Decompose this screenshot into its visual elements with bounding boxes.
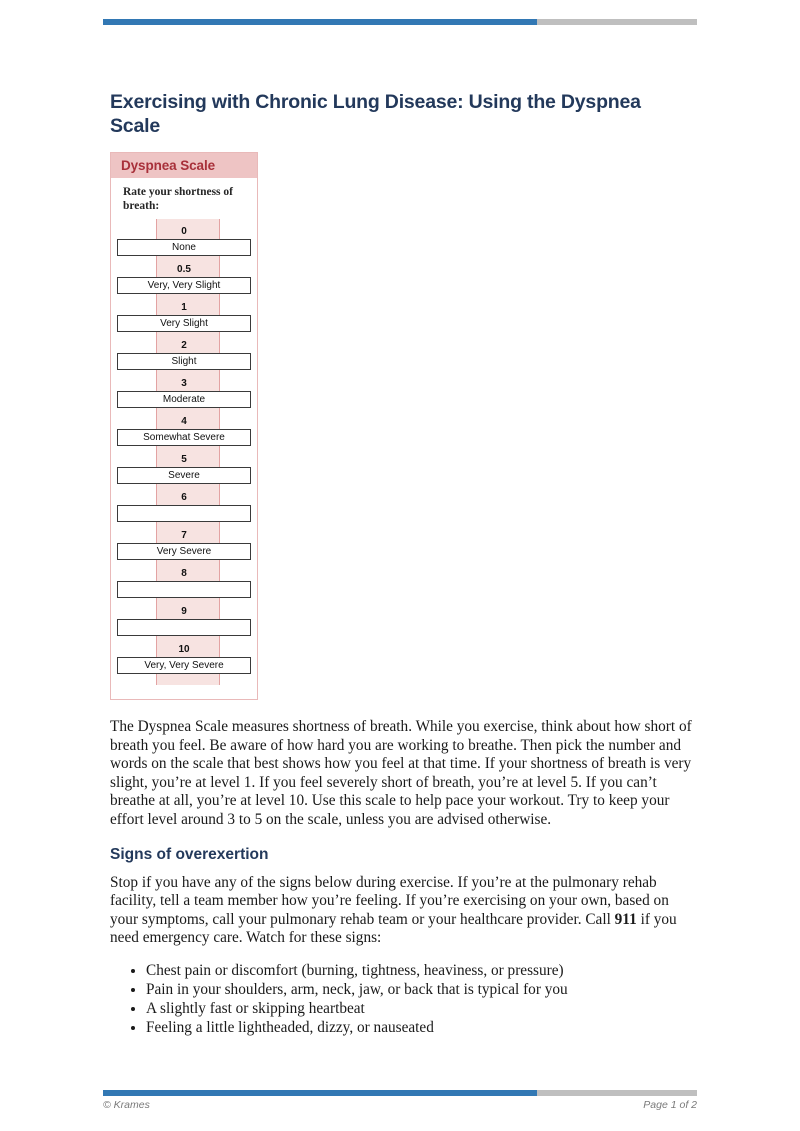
dyspnea-scale-level-box: Severe	[117, 467, 251, 484]
header-rule	[103, 19, 697, 25]
overexertion-sign-item: • Feeling a little lightheaded, dizzy, or nauseated	[146, 1019, 695, 1038]
dyspnea-scale-level-number: 4	[181, 416, 187, 427]
dyspnea-scale-row	[111, 415, 257, 453]
page-content	[110, 90, 695, 1038]
dyspnea-scale-row	[111, 301, 257, 339]
dyspnea-scale-level-number: 1	[181, 302, 187, 313]
dyspnea-scale-level-number: 9	[181, 606, 187, 617]
dyspnea-scale-level-box: Very Slight	[117, 315, 251, 332]
overexertion-sign-item: • Chest pain or discomfort (burning, tightness, heaviness, or pressure)	[146, 962, 695, 981]
dyspnea-scale-rows	[111, 225, 257, 681]
dyspnea-scale-level-number: 7	[181, 530, 187, 541]
overexertion-sign-item: • A slightly fast or skipping heartbeat	[146, 1000, 695, 1019]
dyspnea-scale-level-box: Very, Very Severe	[117, 657, 251, 674]
dyspnea-scale-level-box: Very Severe	[117, 543, 251, 560]
dyspnea-scale-row	[111, 643, 257, 681]
footer	[103, 1099, 697, 1111]
dyspnea-scale-row	[111, 339, 257, 377]
dyspnea-scale-heading: Dyspnea Scale	[111, 153, 257, 178]
footer-rule-grey-segment	[537, 1090, 697, 1096]
dyspnea-scale-row	[111, 567, 257, 605]
overexertion-text-part1: Stop if you have any of the signs below during exercise. If you’re at the pulmonary rehab facility, tell a team member how you’re feeling. If you’re exercising on your own, based on your symptoms, call your pulmonary rehab team or your healthcare provider. Call	[110, 873, 669, 928]
dyspnea-scale-prompt: Rate your shortness of breath:	[123, 186, 233, 212]
footer-rule	[103, 1090, 697, 1096]
dyspnea-scale-row	[111, 491, 257, 529]
dyspnea-scale-row	[111, 529, 257, 567]
footer-page-number: Page 1 of 2	[643, 1099, 697, 1111]
intro-paragraph: The Dyspnea Scale measures shortness of breath. While you exercise, think about how short of breath you feel. Be aware of how hard you are working to breathe. Then pick the number and words on the scale that best shows how you feel at that time. If your shortness of breath is very slight, you’re at level 1. If you feel severely short of breath, you’re at level 5. If you can’t breathe at all, you’re at level 10. Use this scale to help pace your workout. Try to keep your effort level around 3 to 5 on the scale, unless you are advised otherwise.	[110, 718, 692, 828]
dyspnea-scale-level-box: Very, Very Slight	[117, 277, 251, 294]
overexertion-paragraph	[110, 874, 695, 948]
dyspnea-scale-level-number: 3	[181, 378, 187, 389]
dyspnea-scale-level-number: 2	[181, 340, 187, 351]
header-rule-grey-segment	[537, 19, 697, 25]
dyspnea-scale-row	[111, 263, 257, 301]
dyspnea-scale-figure	[110, 152, 258, 700]
dyspnea-scale-level-box: Somewhat Severe	[117, 429, 251, 446]
page-title: Exercising with Chronic Lung Disease: Using the Dyspnea Scale	[110, 91, 641, 137]
overexertion-text-part2: if you need emergency care. Watch for these signs:	[110, 910, 677, 947]
dyspnea-scale-level-box	[117, 505, 251, 522]
dyspnea-scale-row	[111, 605, 257, 643]
section-heading-overexertion: Signs of overexertion	[110, 845, 269, 863]
dyspnea-scale-level-number: 5	[181, 454, 187, 465]
dyspnea-scale-level-box: Moderate	[117, 391, 251, 408]
header-rule-blue-segment	[103, 19, 537, 25]
footer-copyright: © Krames	[103, 1099, 150, 1111]
dyspnea-scale-body	[111, 219, 257, 685]
overexertion-signs-list	[110, 962, 695, 1038]
emergency-number: 911	[614, 910, 637, 928]
dyspnea-scale-level-box	[117, 619, 251, 636]
overexertion-sign-item: • Pain in your shoulders, arm, neck, jaw, or back that is typical for you	[146, 981, 695, 1000]
dyspnea-scale-level-box: None	[117, 239, 251, 256]
dyspnea-scale-level-box	[117, 581, 251, 598]
dyspnea-scale-row	[111, 453, 257, 491]
dyspnea-scale-level-number: 6	[181, 492, 187, 503]
footer-rule-blue-segment	[103, 1090, 537, 1096]
dyspnea-scale-level-number: 0.5	[177, 264, 191, 275]
dyspnea-scale-level-box: Slight	[117, 353, 251, 370]
dyspnea-scale-level-number: 10	[178, 644, 190, 655]
dyspnea-scale-row	[111, 225, 257, 263]
dyspnea-scale-row	[111, 377, 257, 415]
dyspnea-scale-level-number: 8	[181, 568, 187, 579]
dyspnea-scale-level-number: 0	[181, 226, 187, 237]
